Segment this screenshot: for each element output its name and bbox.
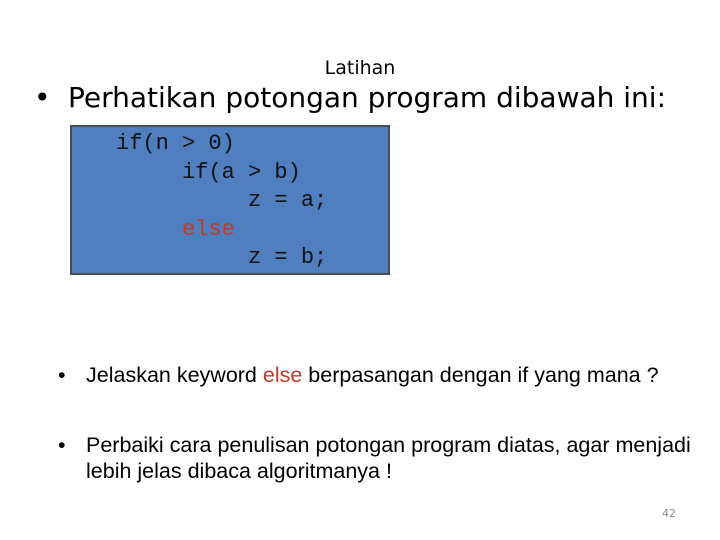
code-line-1: if(n > 0)	[116, 131, 235, 156]
code-line-3: z = a;	[116, 188, 328, 213]
bullet-glyph: •	[34, 81, 51, 114]
bullet-glyph: •	[58, 363, 66, 387]
code-block	[70, 125, 390, 275]
question-1-after: berpasangan dengan if yang mana ?	[302, 363, 659, 387]
slide-title: Latihan	[324, 57, 396, 79]
code-line-4-indent	[116, 217, 182, 242]
page-number: 42	[662, 507, 676, 520]
code-line-5: z = b;	[116, 245, 328, 270]
intro-bullet-item	[34, 80, 666, 116]
question-2-text: Perbaiki cara penulisan potongan program diatas, agar menjadi lebih jelas dibaca algoritmanya !	[86, 433, 691, 483]
bullet-glyph: •	[58, 433, 66, 457]
question-1-text	[58, 362, 698, 388]
question-1-keyword: else	[262, 363, 303, 387]
question-1-before: Jelaskan keyword	[86, 363, 263, 387]
code-line-2: if(a > b)	[116, 159, 301, 185]
code-listing	[116, 130, 327, 273]
intro-text: Perhatikan potongan program dibawah ini:	[68, 81, 667, 114]
code-else-keyword: else	[182, 216, 235, 242]
question-2	[58, 432, 698, 484]
question-1	[58, 362, 698, 388]
